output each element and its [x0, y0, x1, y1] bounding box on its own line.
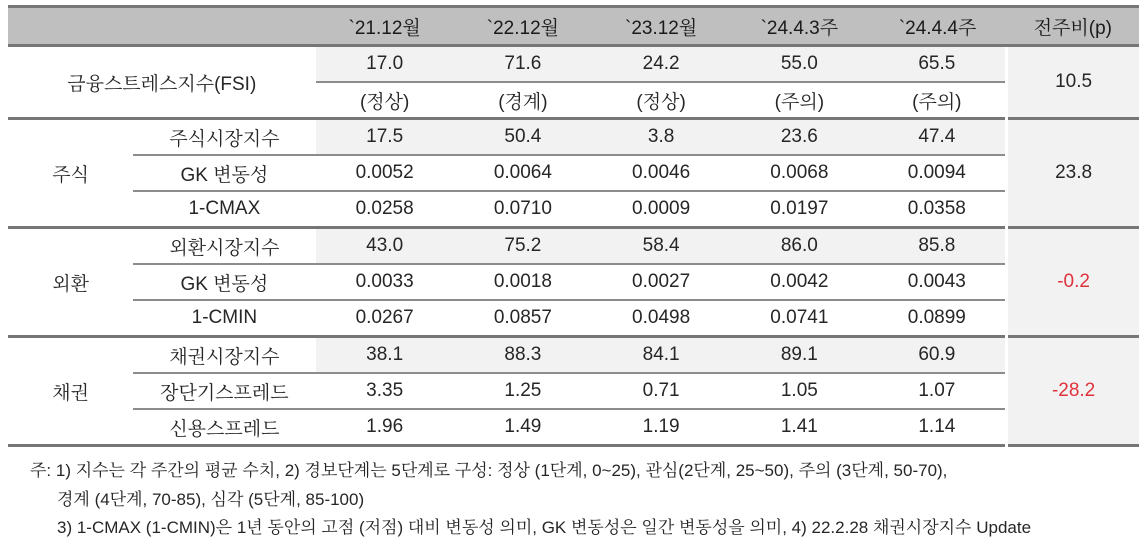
fsi-value: 24.2	[592, 46, 730, 83]
metric-label: 주식시장지수	[133, 119, 315, 156]
metric-label: 외환시장지수	[133, 228, 315, 265]
table-cell: 0.0018	[454, 264, 592, 300]
fsi-weekly-change: 10.5	[1007, 46, 1139, 119]
fsi-status: (주의)	[730, 82, 868, 119]
fsi-value: 17.0	[316, 46, 454, 83]
table-cell: 0.0009	[592, 191, 730, 228]
table-cell: 0.0042	[730, 264, 868, 300]
table-cell: 85.8	[868, 228, 1006, 265]
fsi-status: (주의)	[868, 82, 1006, 119]
table-cell: 0.0498	[592, 300, 730, 337]
table-cell: 0.0741	[730, 300, 868, 337]
header-row	[8, 7, 1139, 46]
header-empty-cell	[8, 7, 316, 46]
footnote-line-1: 주: 1) 지수는 각 주간의 평균 수치, 2) 경보단계는 5단계로 구성: 정상 (1단계, 0~25), 관심(2단계, 25~50), 주의 (3단계, 50-70),	[30, 461, 948, 480]
table-cell: 47.4	[868, 119, 1006, 156]
table-cell: 0.0197	[730, 191, 868, 228]
table-cell: 86.0	[730, 228, 868, 265]
table-cell: 0.0027	[592, 264, 730, 300]
metric-label: GK 변동성	[133, 155, 315, 191]
fsi-weekly-table	[8, 5, 1139, 447]
table-cell: 89.1	[730, 337, 868, 374]
fsi-status: (정상)	[592, 82, 730, 119]
table-cell: 0.0052	[316, 155, 454, 191]
header-col-2212: `22.12월	[454, 7, 592, 46]
metric-label: 신용스프레드	[133, 409, 315, 446]
table-cell: 43.0	[316, 228, 454, 265]
table-cell: 75.2	[454, 228, 592, 265]
bond-term-spread-row	[8, 373, 1139, 409]
table-cell: 0.0043	[868, 264, 1006, 300]
metric-label: 장단기스프레드	[133, 373, 315, 409]
fsi-status: (경계)	[454, 82, 592, 119]
table-cell: 0.0267	[316, 300, 454, 337]
table-cell: 1.41	[730, 409, 868, 446]
group-label-stock: 주식	[8, 119, 133, 228]
header-col-2443w: `24.4.3주	[730, 7, 868, 46]
table-cell: 1.14	[868, 409, 1006, 446]
table-cell: 0.0899	[868, 300, 1006, 337]
fsi-value: 65.5	[868, 46, 1006, 83]
table-cell: 38.1	[316, 337, 454, 374]
metric-label: 채권시장지수	[133, 337, 315, 374]
table-cell: 1.07	[868, 373, 1006, 409]
fsi-status: (정상)	[316, 82, 454, 119]
table-cell: 0.0033	[316, 264, 454, 300]
stock-cmax-row	[8, 191, 1139, 228]
table-cell: 0.0258	[316, 191, 454, 228]
table-cell: 3.8	[592, 119, 730, 156]
fx-index-row	[8, 228, 1139, 265]
table-cell: 17.5	[316, 119, 454, 156]
stock-weekly-change: 23.8	[1007, 119, 1139, 228]
table-cell: 0.0358	[868, 191, 1006, 228]
table-cell: 0.0046	[592, 155, 730, 191]
table-cell: 1.25	[454, 373, 592, 409]
fsi-value: 71.6	[454, 46, 592, 83]
table-cell: 58.4	[592, 228, 730, 265]
table-cell: 84.1	[592, 337, 730, 374]
table-cell: 1.05	[730, 373, 868, 409]
group-label-bond: 채권	[8, 337, 133, 446]
table-cell: 0.0064	[454, 155, 592, 191]
footnote-line-3: 3) 1-CMAX (1-CMIN)은 1년 동안의 고점 (저점) 대비 변동성 의미, GK 변동성은 일간 변동성을 의미, 4) 22.2.28 채권시장지수 Update	[57, 518, 1032, 537]
bond-credit-spread-row	[8, 409, 1139, 446]
table-cell: 0.0710	[454, 191, 592, 228]
table-cell: 0.0068	[730, 155, 868, 191]
table-cell: 50.4	[454, 119, 592, 156]
metric-label: GK 변동성	[133, 264, 315, 300]
stock-gk-row	[8, 155, 1139, 191]
table-cell: 60.9	[868, 337, 1006, 374]
table-cell: 0.0094	[868, 155, 1006, 191]
header-col-2112: `21.12월	[316, 7, 454, 46]
stock-index-row	[8, 119, 1139, 156]
table-cell: 0.0857	[454, 300, 592, 337]
bond-index-row	[8, 337, 1139, 374]
fx-weekly-change: -0.2	[1007, 228, 1139, 337]
fx-cmin-row	[8, 300, 1139, 337]
table-cell: 1.19	[592, 409, 730, 446]
fx-gk-row	[8, 264, 1139, 300]
table-cell: 1.49	[454, 409, 592, 446]
table-cell: 3.35	[316, 373, 454, 409]
table-cell: 23.6	[730, 119, 868, 156]
table-cell: 88.3	[454, 337, 592, 374]
header-col-2312: `23.12월	[592, 7, 730, 46]
fsi-value: 55.0	[730, 46, 868, 83]
metric-label: 1-CMAX	[133, 191, 315, 228]
header-col-weekly-change: 전주비(p)	[1007, 7, 1139, 46]
bond-weekly-change: -28.2	[1007, 337, 1139, 446]
table-cell: 0.71	[592, 373, 730, 409]
header-col-2444w: `24.4.4주	[868, 7, 1006, 46]
footnotes	[30, 457, 1136, 543]
fsi-value-row	[8, 46, 1139, 83]
table-cell: 1.96	[316, 409, 454, 446]
fsi-label: 금융스트레스지수(FSI)	[8, 46, 316, 119]
footnote-line-2: 경계 (4단계, 70-85), 심각 (5단계, 85-100)	[57, 489, 365, 509]
group-label-fx: 외환	[8, 228, 133, 337]
metric-label: 1-CMIN	[133, 300, 315, 337]
